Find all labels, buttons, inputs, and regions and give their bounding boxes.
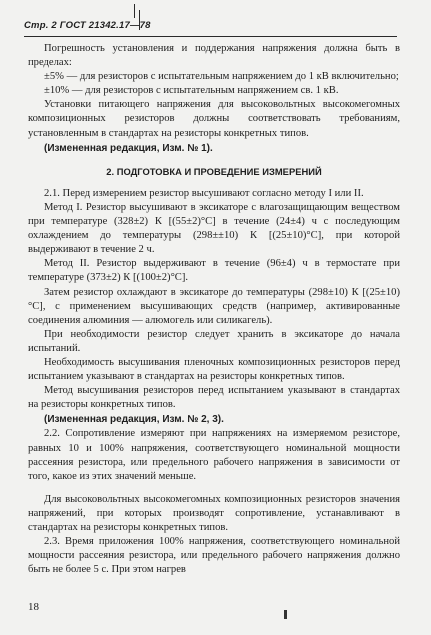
paragraph: При необходимости резистор следует хранить в эксикаторе до начала испытаний. — [28, 328, 400, 354]
paragraph: ±5% — для резисторов с испытательным напряжением до 1 кВ включительно; — [44, 71, 399, 83]
section-heading: 2. ПОДГОТОВКА И ПРОВЕДЕНИЕ ИЗМЕРЕНИЙ — [106, 165, 322, 177]
edit-note: (Измененная редакция, Изм. № 2, 3). — [44, 414, 224, 426]
page-header: Стр. 2 ГОСТ 21342.17—78 — [24, 20, 151, 31]
header-rule — [24, 36, 397, 37]
page-number: 18 — [28, 601, 39, 613]
paragraph: 2.3. Время приложения 100% напряжения, соответствующего номинальной мощности рассеяния резистора, или предельного рабочего напряжения должно быть не более 5 с. При этом нагрев — [28, 536, 400, 576]
paragraph: Необходимость высушивания пленочных композиционных резисторов перед испытанием указывают в стандартах на резисторы конкретных типов. — [28, 356, 400, 383]
paragraph: 2.2. Сопротивление измеряют при напряжениях на измеряемом резисторе, равных 10 и 100% напряжения, соответствующего номинальной мощности рассеяния резистора, или предельного рабочего напряжения в зависимости от того, какое из этих значений меньше. — [28, 428, 400, 482]
paragraph: Установки питающего напряжения для высоковольтных высокомегомных композиционных резисторов должны соответствовать требованиям, установленным в стандартах на резисторы конкретных типов. — [28, 99, 400, 139]
paragraph: Метод высушивания резисторов перед испытанием указывают в стандартах на резисторы конкретных типов. — [28, 385, 400, 411]
paragraph: ±10% — для резисторов с испытательным напряжением св. 1 кВ. — [44, 85, 339, 97]
paragraph: Затем резистор охлаждают в эксикаторе до температуры (298±10) К [(25±10)°С], с применением высушивающих средств (например, активированные соединения алюминия — алюмогель или силикагель). — [28, 286, 400, 326]
paragraph: 2.1. Перед измерением резистор высушивают согласно методу I или II. — [44, 187, 364, 199]
edit-note: (Измененная редакция, Изм. № 1). — [44, 142, 213, 154]
paragraph: Погрешность установления и поддержания напряжения должна быть в пределах: — [28, 43, 400, 69]
scan-mark — [284, 610, 287, 619]
paragraph: Метод I. Резистор высушивают в эксикаторе с влагозащищающим веществом при температуре (328±2) К [(55±2)°С] в течение (24±4) ч с последующим охлаждением до температуры (298±±10) К [(25±10)°С], при которой выдерживают в течение 2 ч. — [28, 201, 400, 256]
paragraph: Метод II. Резистор выдерживают в течение (96±4) ч в термостате при температуре (373±2) К [(100±2)°С]. — [28, 258, 400, 284]
paragraph: Для высоковольтных высокомегомных композиционных резисторов значения напряжений, при которых производят сопротивление, устанавливают в стандартах на резисторы конкретных типов. — [28, 493, 400, 533]
page-body — [28, 42, 400, 577]
